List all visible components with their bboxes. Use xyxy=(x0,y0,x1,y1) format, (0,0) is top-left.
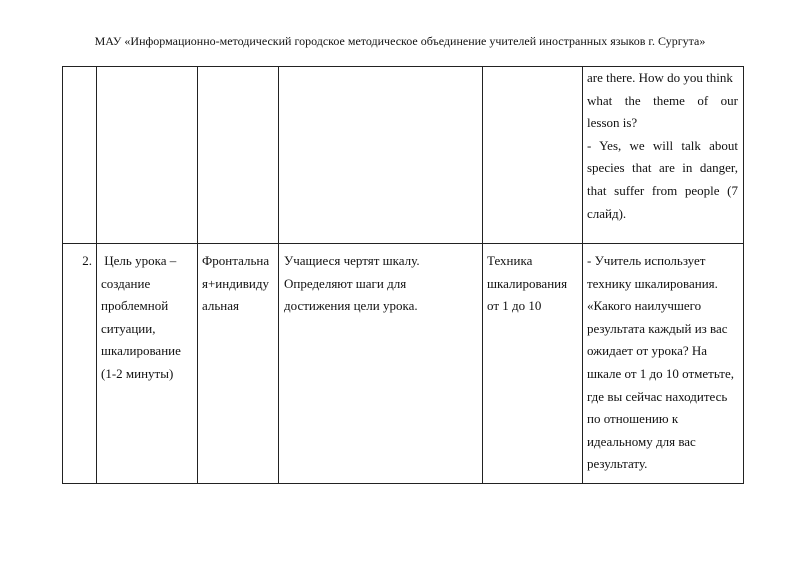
col-line xyxy=(96,66,97,484)
row2-number: 2. xyxy=(82,253,92,268)
text-line: от 1 до 10 xyxy=(487,298,542,314)
text-line: Учащиеся чертят шкалу. xyxy=(284,253,420,268)
text-line: по отношению к xyxy=(587,411,679,427)
text-line: what the theme of our xyxy=(587,92,738,108)
text-line: слайд). xyxy=(587,205,627,221)
text-line: «Какого наилучшего xyxy=(587,298,702,314)
page-header: МАУ «Информационно-методический городское методическое объединение учителей иностранных языков г. Сургута» xyxy=(94,34,706,48)
text-line: - Yes, we will talk about xyxy=(587,137,738,153)
text-line: - Учитель использует xyxy=(587,253,706,268)
col-line xyxy=(743,66,744,484)
text-line: шкалирование xyxy=(101,343,181,359)
row2-students-cell xyxy=(284,250,479,318)
col-line xyxy=(197,66,198,484)
text-line: that suffer from people (7 xyxy=(587,182,738,198)
col-line xyxy=(278,66,279,484)
text-line: идеальному для вас xyxy=(587,433,696,449)
text-line: (1-2 минуты) xyxy=(101,365,174,381)
text-line: результата каждый из вас xyxy=(587,320,728,336)
text-line: Фронтальна xyxy=(202,253,270,268)
text-line: are there. How do you think xyxy=(587,70,733,85)
col-line xyxy=(582,66,583,484)
row2-stage-cell xyxy=(101,250,196,386)
text-line: Определяют шаги для xyxy=(284,275,407,291)
text-line: достижения цели урока. xyxy=(284,298,418,314)
row2-technique-cell xyxy=(487,250,581,318)
row-divider xyxy=(62,243,744,244)
text-line: species that are in danger, xyxy=(587,160,738,176)
text-line: создание xyxy=(101,275,151,291)
row2-content-cell xyxy=(587,250,742,476)
text-line: Техника xyxy=(487,253,533,268)
row1-content-cell xyxy=(587,67,738,225)
text-line: ситуации, xyxy=(101,320,156,336)
text-line: альная xyxy=(202,298,240,314)
col-line xyxy=(482,66,483,484)
text-line: lesson is? xyxy=(587,115,638,131)
text-line: проблемной xyxy=(101,298,169,314)
text-line: шкале от 1 до 10 отметьте, xyxy=(587,365,734,381)
table-border-bottom xyxy=(62,483,744,484)
text-line: технику шкалирования. xyxy=(587,275,718,291)
text-line: ожидает от урока? На xyxy=(587,343,708,359)
text-line: где вы сейчас находитесь xyxy=(587,388,728,404)
text-line: шкалирования xyxy=(487,275,568,291)
col-line xyxy=(62,66,63,484)
text-line: я+индивиду xyxy=(202,275,270,291)
row2-form-cell xyxy=(202,250,278,318)
text-line: результату. xyxy=(587,456,648,472)
text-line: Цель урока – xyxy=(101,253,177,268)
